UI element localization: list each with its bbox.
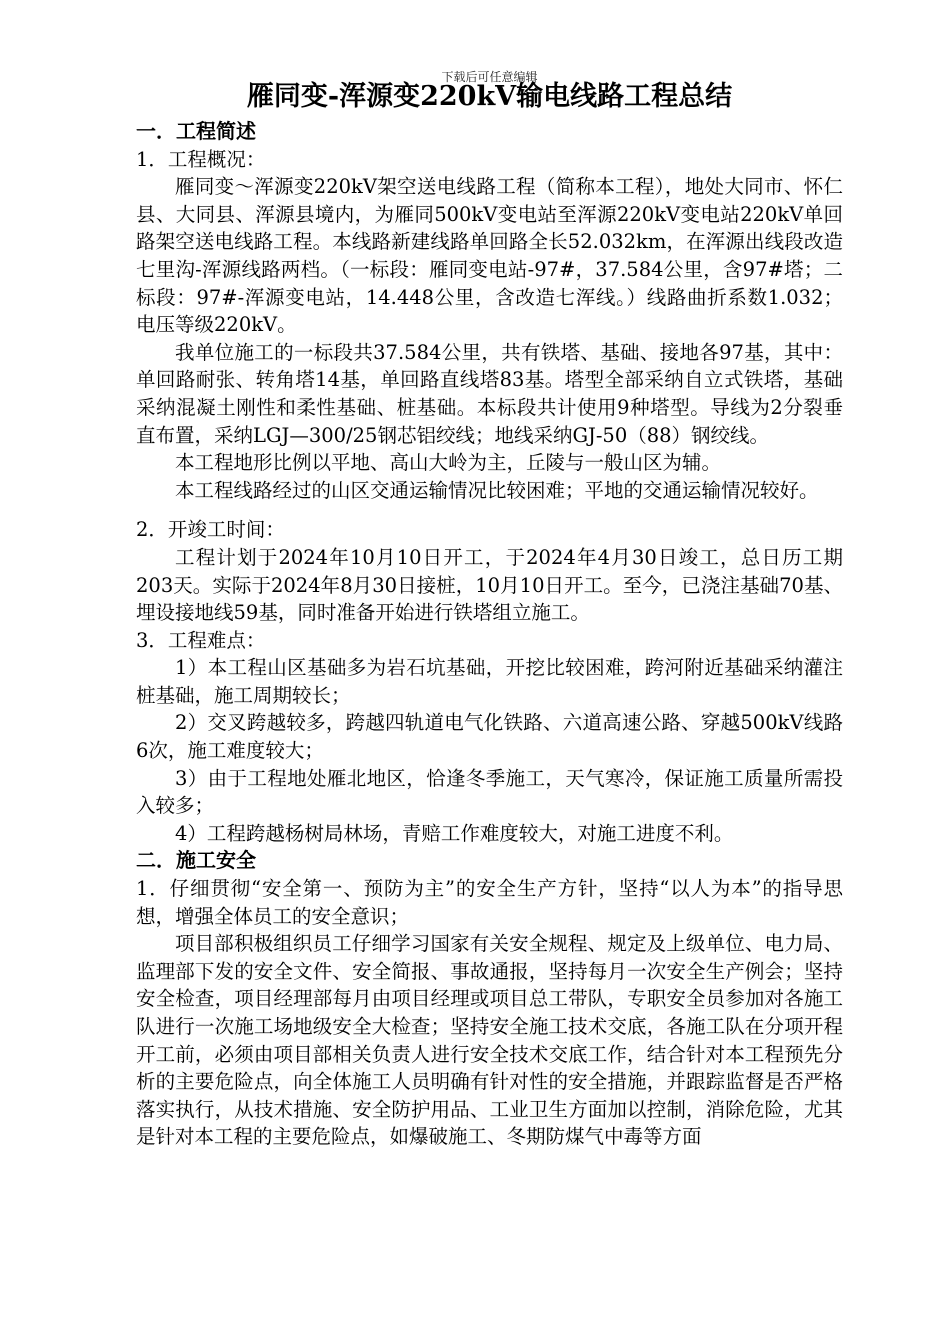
- paragraph: 1．仔细贯彻“安全第一、预防为主”的安全生产方针，坚持“以人为本”的指导思想，增强全体员工的安全意识；: [136, 877, 843, 928]
- page-header-note: 下载后可任意编辑: [441, 70, 538, 84]
- list-item: 1）本工程山区基础多为岩石坑基础，开挖比较困难，跨河附近基础采纳灌注桩基础，施工周期较长；: [136, 656, 843, 707]
- subheading-schedule: 2．开竣工时间：: [136, 518, 285, 542]
- paragraph: 工程计划于2024年10月10日开工，于2024年4月30日竣工，总日历工期203天。实际于2024年8月30日接桩，10月10日开工。至今，已浇注基础70基、埋设接地线59基，同时准备开始进行铁塔组立施工。: [136, 545, 843, 625]
- paragraph: 项目部积极组织员工仔细学习国家有关安全规程、规定及上级单位、电力局、监理部下发的安全文件、安全简报、事故通报，坚持每月一次安全生产例会；坚持安全检查，项目经理部每月由项目经理或项目总工带队，专职安全员参加对各施工队进行一次施工场地级安全大检查；坚持安全施工技术交底，各施工队在分项开程开工前，必须由项目部相关负责人进行安全技术交底工作，结合针对本工程预先分析的主要危险点，向全体施工人员明确有针对性的安全措施，并跟踪监督是否严格落实执行，从技术措施、安全防护用品、工业卫生方面加以控制，消除危险，尤其是针对本工程的主要危险点，如爆破施工、冬期防煤气中毒等方面: [136, 932, 843, 1149]
- document-title: 雁同变-浑源变220kV输电线路工程总结: [246, 81, 733, 112]
- subheading-difficulties: 3．工程难点：: [136, 628, 266, 652]
- section-heading-safety: 二．施工安全: [136, 848, 256, 873]
- paragraph: 本工程地形比例以平地、高山大岭为主，丘陵与一般山区为辅。: [175, 451, 722, 475]
- paragraph: 我单位施工的一标段共37.584公里，共有铁塔、基础、接地各97基，其中：单回路耐张、转角塔14基，单回路直线塔83基。塔型全部采纳自立式铁塔，基础采纳混凝土刚性和柔性基础、桩基础。本标段共计使用9种塔型。导线为2分裂垂直布置，采纳LGJ—300/25钢芯铝绞线；地线采纳GJ-50（88）钢绞线。: [136, 340, 843, 447]
- subheading-project-overview: 1．工程概况：: [136, 147, 266, 171]
- list-item: 3）由于工程地处雁北地区，恰逢冬季施工，天气寒冷，保证施工质量所需投入较多；: [136, 766, 843, 818]
- list-item: 2）交叉跨越较多，跨越四轨道电气化铁路、六道高速公路、穿越500kV线路6次，施工难度较大；: [136, 711, 843, 763]
- paragraph: 雁同变～浑源变220kV架空送电线路工程（简称本工程），地处大同市、怀仁县、大同县、浑源县境内，为雁同500kV变电站至浑源220kV变电站220kV单回路架空送电线路工程。本线路新建线路单回路全长52.032km，在浑源出线段改造七里沟-浑源线路两档。（一标段：雁同变电站-97#，37.584公里，含97#塔；二标段：97#-浑源变电站，14.448公里，含改造七浑线。）线路曲折系数1.032；电压等级220kV。: [136, 175, 843, 337]
- list-item: 4）工程跨越杨树局林场，青赔工作难度较大，对施工进度不利。: [175, 821, 734, 845]
- document-body: [136, 118, 843, 1151]
- section-heading-overview: 一．工程简述: [136, 119, 256, 143]
- paragraph: 本工程线路经过的山区交通运输情况比较困难；平地的交通运输情况较好。: [175, 478, 819, 502]
